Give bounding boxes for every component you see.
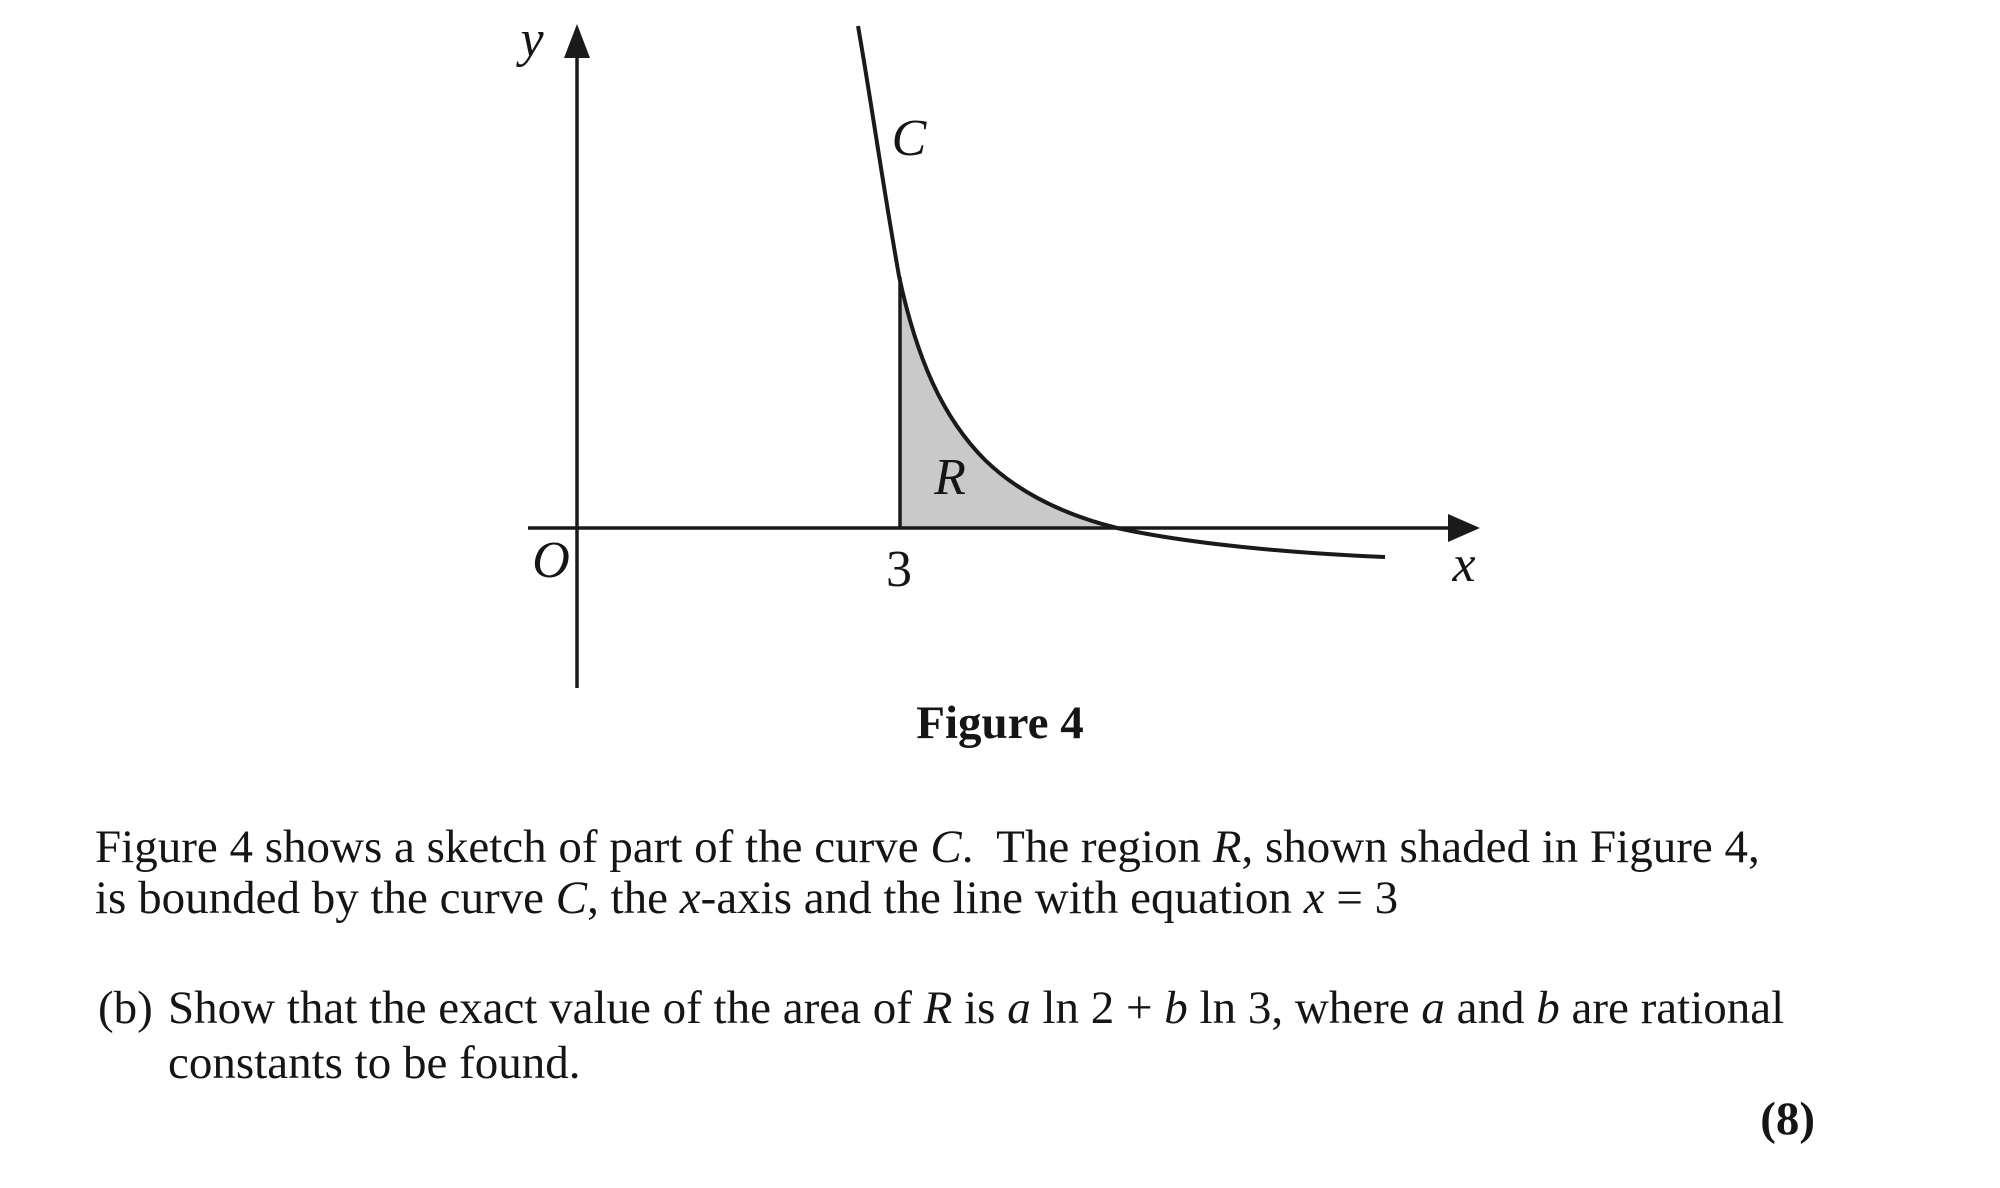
part-b-line-1: Show that the exact value of the area of R is a ln 2 + b ln 3, where a and b are rational [168,982,1785,1034]
part-b-paragraph [95,981,1784,1091]
x-axis-label: x [1452,536,1476,593]
origin-label: O [532,532,570,589]
part-b-label: (b) [98,982,153,1034]
part-b-line-2: constants to be found. [168,1037,581,1089]
figure-caption: Figure 4 [916,697,1084,749]
region-R-label: R [934,449,966,506]
marks-badge: (8) [1760,1093,1815,1145]
region-R-shading [900,278,1117,528]
x-tick-3-label: 3 [886,541,912,598]
y-axis-label: y [520,11,544,68]
intro-paragraph [95,822,1760,924]
intro-line-2: is bounded by the curve C, the x-axis and the line with equation x = 3 [95,872,1399,924]
curve-C-label: C [891,110,927,167]
y-axis-arrowhead-icon [564,24,590,58]
intro-line-1: Figure 4 shows a sketch of part of the curve C. The region R, shown shaded in Figure 4, [95,821,1760,873]
